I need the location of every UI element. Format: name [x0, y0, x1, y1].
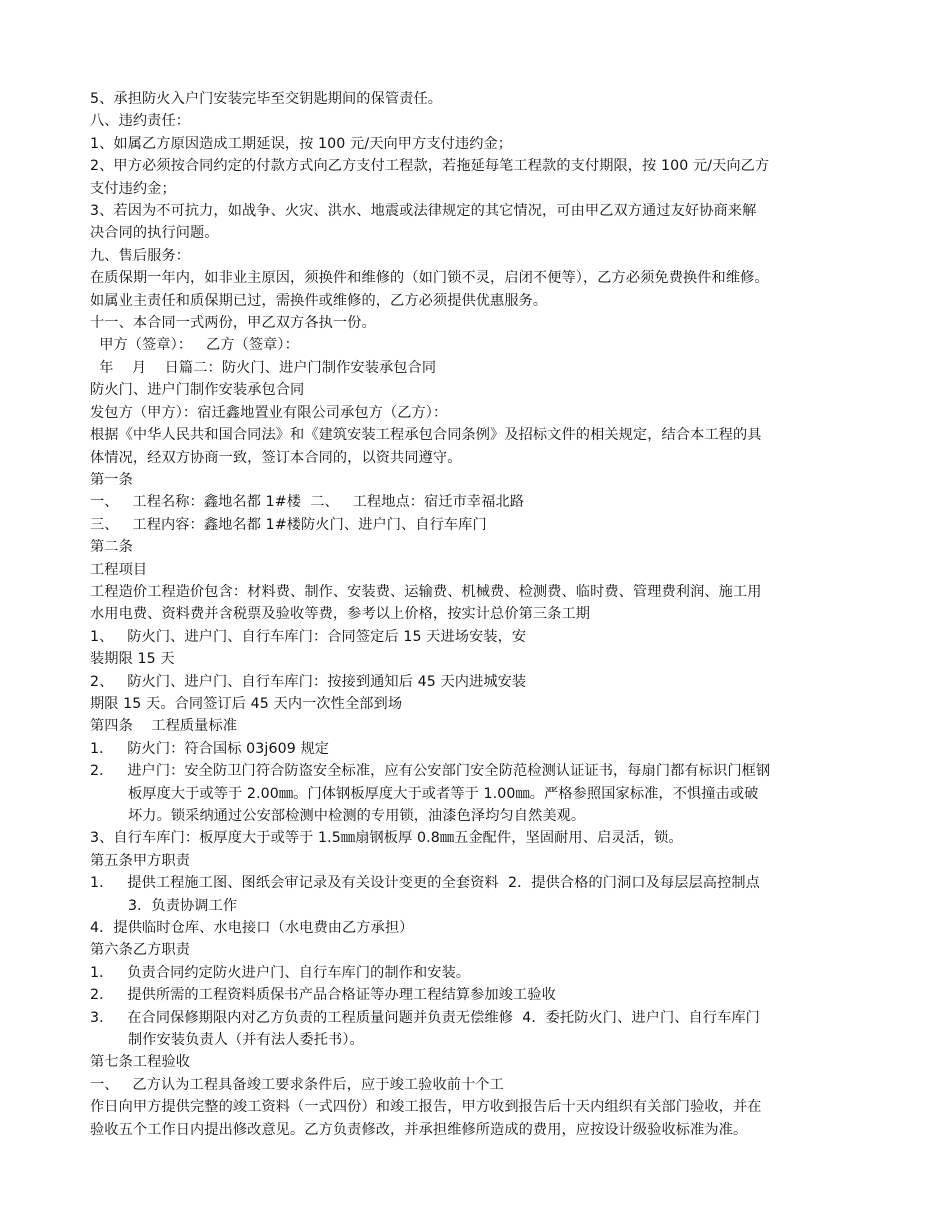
- text-line: 在质保期一年内，如非业主原因，须换件和维修的（如门锁不灵，启闭不便等），乙方必须免费换件和维修。: [90, 270, 769, 287]
- text-line: 1、 防火门、进户门、自行车库门：合同签定后 15 天进场安装，安: [90, 628, 527, 645]
- text-line: 1． 负责合同约定防火进户门、自行车库门的制作和安装。: [90, 964, 471, 981]
- text-line: 十一、本合同一式两份，甲乙双方各执一份。: [90, 315, 376, 332]
- article-heading: 第二条: [90, 539, 133, 556]
- text-line: 根据《中华人民共和国合同法》和《建筑安装工程承包合同条例》及招标文件的相关规定，结合本工程的具: [90, 427, 762, 444]
- text-line: 板厚度大于或等于 2.00㎜。门体钢板厚度大于或者等于 1.00㎜。严格参照国家标准，不惧撞击或破: [128, 785, 759, 802]
- text-line: 3． 在合同保修期限内对乙方负责的工程质量问题并负责无偿维修 4．委托防火门、进户门、自行车库门: [90, 1009, 760, 1026]
- text-line: 5、承担防火入户门安装完毕至交钥匙期间的保管责任。: [90, 91, 443, 107]
- text-line: 三、 工程内容：鑫地名都 1#楼防火门、进户门、自行车库门: [90, 516, 487, 533]
- text-line: 1、如属乙方原因造成工期延误，按 100 元/天向甲方支付违约金；: [90, 135, 513, 152]
- text-line: 1． 防火门：符合国标 03j609 规定: [90, 740, 330, 757]
- text-line: 体情况，经双方协商一致，签订本合同的，以资共同遵守。: [90, 449, 462, 466]
- article-heading: 第四条 工程质量标准: [90, 718, 238, 735]
- date-line: 年 月 日篇二：防火门、进户门制作安装承包合同: [90, 359, 437, 376]
- text-line: 4．提供临时仓库、水电接口（水电费由乙方承担）: [90, 920, 414, 937]
- text-line: 如属业主责任和质保期已过，需换件或维修的，乙方必须提供优惠服务。: [90, 292, 548, 309]
- text-line: 3、若因为不可抗力，如战争、火灾、洪水、地震或法律规定的其它情况，可由甲乙双方通过友好协商来解: [90, 203, 757, 220]
- text-line: 决合同的执行问题。: [90, 225, 219, 242]
- section-heading: 九、售后服务：: [90, 247, 191, 264]
- article-heading: 第一条: [90, 471, 133, 488]
- signature-line: 甲方（签章）： 乙方（签章）：: [90, 337, 299, 354]
- text-line: 工程造价工程造价包含：材料费、制作、安装费、运输费、机械费、检测费、临时费、管理费利润、施工用: [90, 583, 762, 600]
- text-line: 支付违约金；: [90, 180, 176, 197]
- article-heading: 第七条工程验收: [90, 1054, 191, 1071]
- contract-title: 防火门、进户门制作安装承包合同: [90, 382, 305, 399]
- text-line: 装期限 15 天: [90, 651, 175, 668]
- text-line: 一、 工程名称：鑫地名都 1#楼 二、 工程地点：宿迁市幸福北路: [90, 494, 525, 511]
- text-line: 2、 防火门、进户门、自行车库门：按接到通知后 45 天内进城安装: [90, 673, 527, 690]
- section-heading: 八、违约责任：: [90, 113, 191, 130]
- parties-line: 发包方（甲方）：宿迁鑫地置业有限公司承包方（乙方）：: [90, 404, 448, 421]
- text-line: 一、 乙方认为工程具备竣工要求条件后，应于竣工验收前十个工: [90, 1076, 504, 1093]
- text-line: 2、甲方必须按合同约定的付款方式向乙方支付工程款，若拖延每笔工程款的支付期限，按 100 元/天向乙方: [90, 158, 770, 175]
- text-line: 3．负责协调工作: [128, 897, 238, 914]
- text-line: 制作安装负责人（并有法人委托书）。: [128, 1032, 364, 1049]
- article-heading: 第五条甲方职责: [90, 852, 191, 869]
- text-line: 3、自行车库门：板厚度大于或等于 1.5㎜扇钢板厚 0.8㎜五金配件，坚固耐用、启灵活，锁。: [90, 830, 683, 847]
- text-line: 2． 进户门：安全防卫门符合防盗安全标准，应有公安部门安全防范检测认证证书，每扇门都有标识门框钢: [90, 763, 771, 780]
- text-line: 坏力。锁采纳通过公安部检测中检测的专用锁，油漆色泽均匀自然美观。: [128, 808, 586, 824]
- text-line: 2． 提供所需的工程资料质保书产品合格证等办理工程结算参加竣工验收: [90, 987, 556, 1004]
- document-page: [90, 88, 870, 1141]
- text-line: 期限 15 天。合同签订后 45 天内一次性全部到场: [90, 695, 403, 712]
- text-line: 工程项目: [90, 561, 148, 578]
- text-line: 作日向甲方提供完整的竣工资料（一式四份）和竣工报告，甲方收到报告后十天内组织有关部门验收，并在: [90, 1099, 762, 1116]
- text-line: 水用电费、资料费并含税票及验收等费，参考以上价格，按实计总价第三条工期: [90, 606, 591, 623]
- text-line: 1． 提供工程施工图、图纸会审记录及有关设计变更的全套资料 2．提供合格的门洞口及每层层高控制点: [90, 875, 760, 892]
- text-line: 验收五个工作日内提出修改意见。乙方负责修改，并承担维修所造成的费用，应按设计级验收标准为准。: [90, 1121, 748, 1138]
- article-heading: 第六条乙方职责: [90, 942, 191, 959]
